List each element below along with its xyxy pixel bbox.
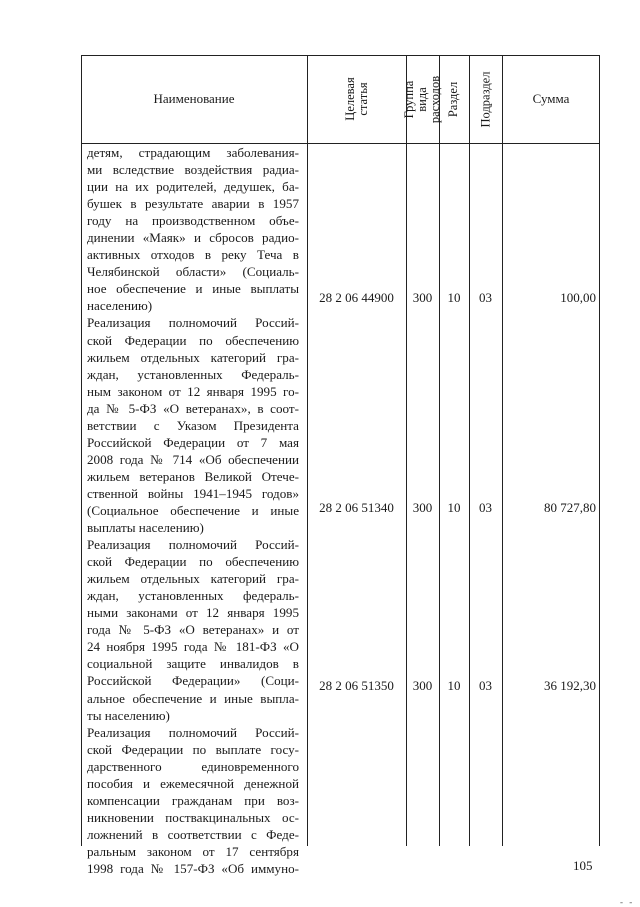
row-2-name-line: да № 5-ФЗ «О ветеранах», в соот-: [87, 400, 299, 416]
row-2-name-line: (Социальное обеспечение и иные: [87, 502, 299, 518]
header-name: Наименование: [153, 91, 235, 106]
row-2-name-line: Российской Федерации от 7 мая: [87, 434, 299, 450]
row-3-name-line: ты населению): [87, 707, 170, 723]
row-4-name-line: ральным законом от 17 сентября: [87, 843, 299, 859]
row-2-name-line: ской Федерации по обеспечению: [87, 332, 299, 348]
row-2-name-line: ственной войны 1941–1945 годов»: [87, 485, 299, 501]
row-1-name-line: детям, страдающим заболевания-: [87, 145, 299, 160]
header-code-text: Целевая статья: [342, 77, 370, 121]
row-1-code: 28 2 06 44900: [319, 290, 394, 305]
row-4-name-line: никновении поствакцинальных ос-: [87, 809, 299, 825]
row-1-name-line: бушек в результате аварии в 1957: [87, 196, 299, 212]
column-divider: [469, 55, 470, 846]
row-3-name-line: Реализация полномочий Россий-: [87, 537, 299, 553]
row-3-name-line: жильем отдельных категорий гра-: [87, 571, 299, 587]
row-4-name-line: 1998 года № 157-ФЗ «Об иммуно-: [87, 860, 299, 876]
row-2-section: 10: [447, 500, 461, 515]
row-3-name-line: 24 ноября 1995 года № 181-ФЗ «О: [87, 639, 299, 655]
table-border-right: [599, 55, 600, 846]
row-3-name-line: ждан, установленных федераль-: [87, 588, 299, 604]
name-column-text: [87, 144, 299, 877]
row-1-group: 300: [412, 290, 433, 305]
row-3-code: 28 2 06 51350: [319, 678, 394, 693]
row-2-name-line: жильем ветеранов Великой Отече-: [87, 468, 299, 484]
row-2-name-line: жильем отдельных категорий гра-: [87, 349, 299, 365]
row-4-name-line: пособия и ежемесячной денежной: [87, 775, 299, 791]
row-1-name-line: активных отходов в реку Теча в: [87, 247, 299, 263]
row-3-name-line: социальной защите инвалидов в: [87, 656, 299, 672]
row-2-name-line: 2008 года № 714 «Об обеспечении: [87, 451, 299, 467]
row-3-name-line: года № 5-ФЗ «О ветеранах» и от: [87, 622, 299, 638]
row-1-section: 10: [447, 290, 461, 305]
row-3-amount: 36 192,30: [544, 678, 596, 693]
header-group-text: Группа вида расходов: [402, 75, 443, 123]
row-4-name-line: Реализация полномочий Россий-: [87, 724, 299, 740]
row-1-amount: 100,00: [560, 290, 596, 305]
column-divider: [406, 55, 407, 846]
row-3-group: 300: [412, 678, 433, 693]
row-1-name-line: населению): [87, 298, 153, 314]
row-2-name-line: Реализация полномочий Россий-: [87, 315, 299, 331]
corner-mark: - -: [620, 897, 635, 907]
column-divider: [307, 55, 308, 846]
row-1-name-line: году на производственном объе-: [87, 213, 299, 229]
row-2-amount: 80 727,80: [544, 500, 596, 515]
row-1-name-line: ное обеспечение и иные выплаты: [87, 281, 299, 297]
header-subsection: [469, 55, 502, 143]
row-3-section: 10: [447, 678, 461, 693]
row-1-name-line: Челябинской области» (Социаль-: [87, 264, 299, 280]
header-subsection-text: Подраздел: [478, 71, 492, 127]
header-code: [307, 55, 406, 143]
row-2-name-line: ветствии с Указом Президента: [87, 417, 299, 433]
row-4-name-line: компенсации гражданам при воз-: [87, 792, 299, 808]
column-divider: [502, 55, 503, 846]
row-1-name-line: ми вследствие воздействия радиа-: [87, 162, 299, 178]
row-3-name-line: ской Федерации по обеспечению: [87, 554, 299, 570]
row-4-name-line: ской Федерации по выплате госу-: [87, 741, 299, 757]
row-2-code: 28 2 06 51340: [319, 500, 394, 515]
header-amount: Сумма: [532, 91, 570, 106]
row-4-name-line: дарственного единовременного: [87, 758, 299, 774]
row-1-name-line: динении «Маяк» и сбросов радио-: [87, 230, 299, 246]
row-3-subsection: 03: [479, 678, 492, 693]
row-2-name-line: ным законом от 12 января 1995 го-: [87, 383, 299, 399]
header-group: [402, 55, 443, 143]
column-divider: [439, 55, 440, 846]
page-number: 105: [573, 858, 593, 873]
header-section-text: Раздел: [446, 81, 461, 117]
row-2-subsection: 03: [479, 500, 492, 515]
table-border-left: [81, 55, 82, 846]
row-2-name-line: ждан, установленных Федераль-: [87, 366, 299, 382]
row-1-name-line: ции на их родителей, дедушек, ба-: [87, 179, 299, 195]
row-1-subsection: 03: [479, 290, 492, 305]
row-4-name-line: ложнений в соответствии с Феде-: [87, 826, 299, 842]
row-3-name-line: альное обеспечение и иные выпла-: [87, 690, 299, 706]
row-2-name-line: выплаты населению): [87, 520, 204, 536]
row-2-group: 300: [412, 500, 433, 515]
row-3-name-line: Российской Федерации» (Соци-: [87, 673, 299, 689]
header-section: [439, 55, 469, 143]
row-3-name-line: ными законами от 12 января 1995: [87, 605, 299, 621]
